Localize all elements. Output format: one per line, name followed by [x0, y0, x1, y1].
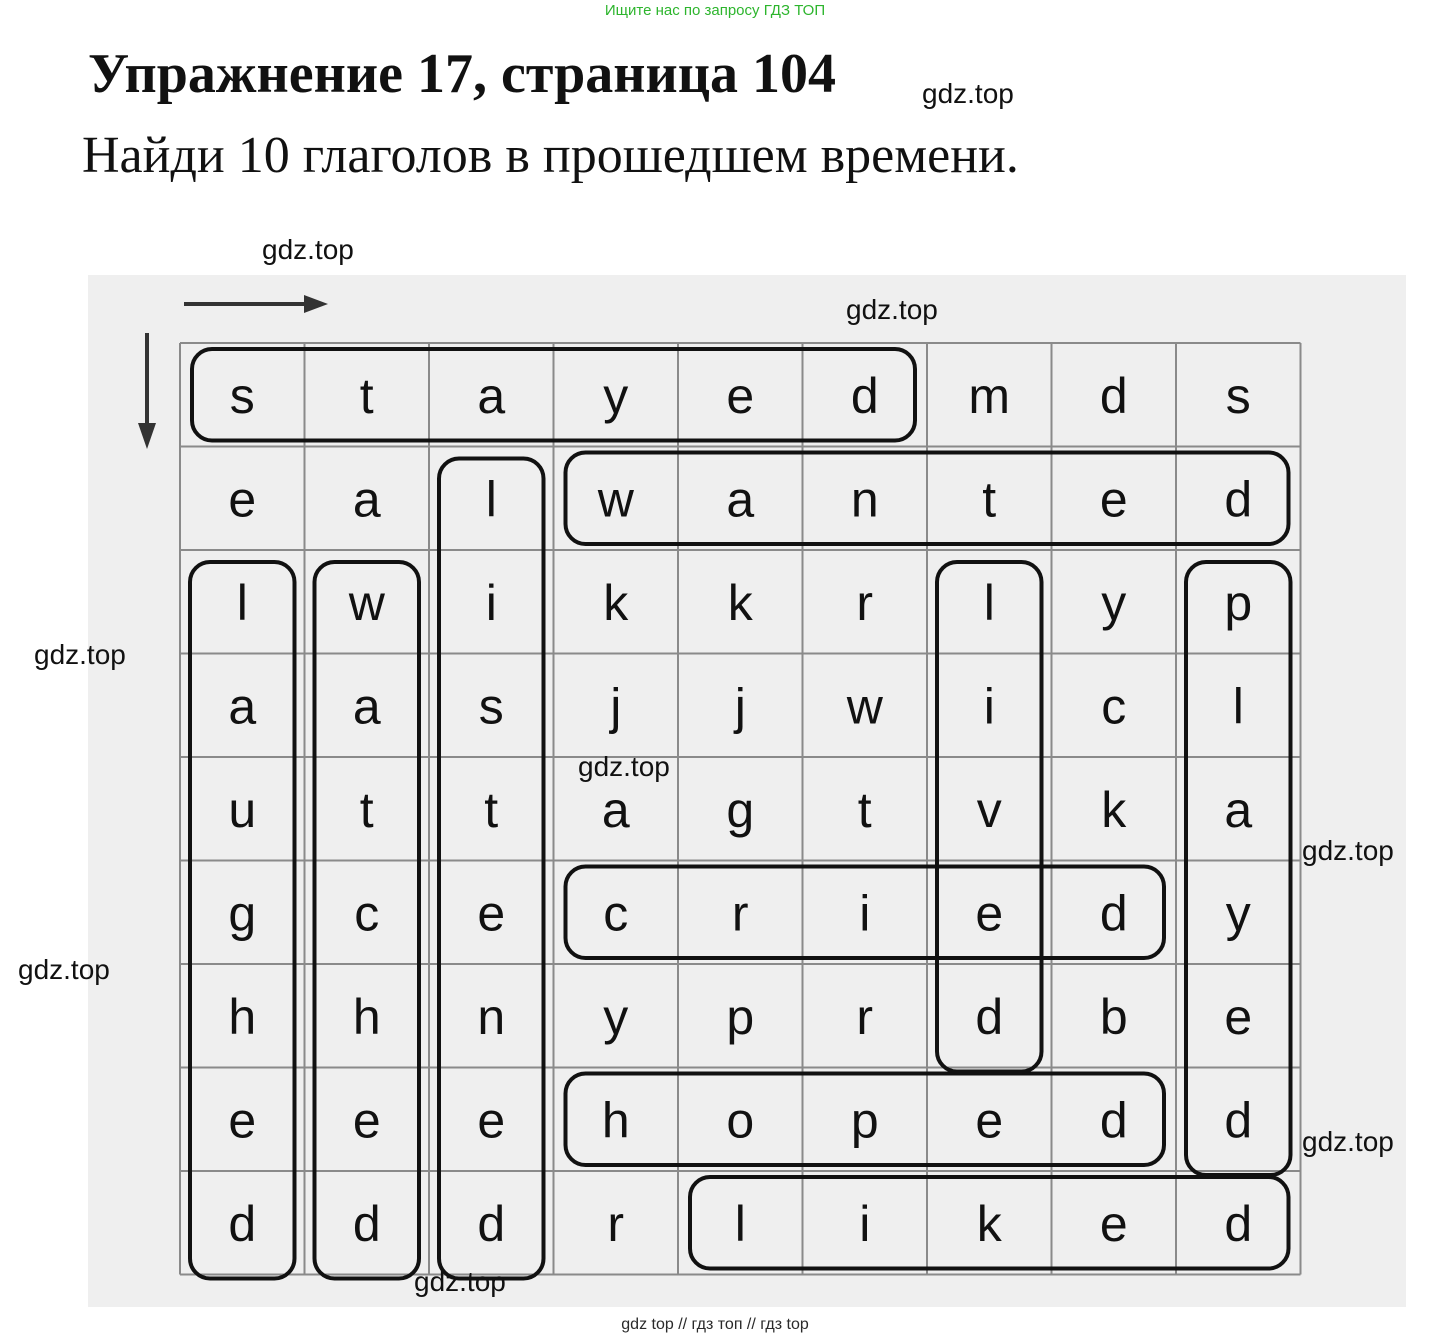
- word-search-puzzle: [88, 275, 1406, 1307]
- grid-letter: g: [228, 885, 257, 942]
- grid-letter: r: [731, 885, 749, 942]
- grid-letter: e: [1099, 1195, 1128, 1252]
- watermark: gdz.top: [262, 234, 354, 265]
- grid-letter: d: [1224, 1195, 1253, 1252]
- grid-letter: a: [1224, 781, 1253, 838]
- exercise-instruction: Найди 10 глаголов в прошедшем времени.: [82, 127, 1019, 184]
- grid-letter: j: [610, 678, 622, 735]
- grid-letter: e: [477, 1092, 506, 1149]
- grid-letter: n: [477, 988, 506, 1045]
- grid-letter: n: [850, 471, 879, 528]
- grid-letter: a: [228, 678, 257, 735]
- grid-letter: e: [1099, 471, 1128, 528]
- grid-letter: l: [1232, 678, 1244, 735]
- grid-letter: o: [726, 1092, 755, 1149]
- grid-letter: t: [359, 367, 374, 424]
- grid-letter: d: [1224, 1092, 1253, 1149]
- grid-letter: d: [1099, 885, 1128, 942]
- word-search-grid: [88, 275, 1406, 1307]
- grid-letter: k: [1101, 781, 1127, 838]
- grid-letter: p: [726, 988, 755, 1045]
- grid-letter: u: [228, 781, 257, 838]
- watermark: gdz.top: [414, 1266, 506, 1297]
- grid-letter: g: [726, 781, 755, 838]
- grid-letter: d: [1099, 367, 1128, 424]
- grid-letter: s: [229, 367, 255, 424]
- grid-letter: l: [734, 1195, 746, 1252]
- grid-letter: r: [856, 574, 874, 631]
- grid-letter: y: [603, 367, 629, 424]
- exercise-title: Упражнение 17, страница 104: [88, 43, 837, 105]
- grid-letter: e: [352, 1092, 381, 1149]
- grid-letter: y: [1225, 885, 1251, 942]
- grid-letter: h: [228, 988, 257, 1045]
- grid-letter: p: [850, 1092, 879, 1149]
- grid-letter: e: [228, 1092, 257, 1149]
- watermark: gdz.top: [846, 294, 938, 325]
- grid-letter: c: [1101, 678, 1127, 735]
- grid-letter: l: [485, 471, 497, 528]
- grid-letter: c: [603, 885, 629, 942]
- grid-letter: d: [352, 1195, 381, 1252]
- grid-letter: i: [859, 1195, 871, 1252]
- grid-letter: e: [726, 367, 755, 424]
- grid-letter: y: [1101, 574, 1127, 631]
- grid-letter: c: [354, 885, 380, 942]
- header-link[interactable]: Ищите нас по запросу ГДЗ ТОП: [604, 2, 826, 19]
- grid-letter: i: [485, 574, 497, 631]
- grid-letter: v: [976, 781, 1002, 838]
- grid-letter: d: [1224, 471, 1253, 528]
- grid-letter: m: [968, 367, 1011, 424]
- grid-letter: e: [228, 471, 257, 528]
- grid-letter: d: [477, 1195, 506, 1252]
- grid-letter: h: [352, 988, 381, 1045]
- watermark: gdz.top: [922, 78, 1014, 109]
- grid-letter: w: [348, 574, 385, 631]
- grid-letter: k: [976, 1195, 1002, 1252]
- grid-letter: e: [1224, 988, 1253, 1045]
- grid-letter: d: [1099, 1092, 1128, 1149]
- grid-letter: k: [727, 574, 753, 631]
- grid-letter: d: [228, 1195, 257, 1252]
- grid-letter: y: [603, 988, 629, 1045]
- grid-letter: a: [601, 781, 630, 838]
- footer-link[interactable]: gdz top // гдз топ // гдз top: [621, 1316, 809, 1333]
- grid-letter: w: [597, 471, 634, 528]
- watermark: gdz.top: [34, 639, 126, 670]
- grid-letter: a: [352, 678, 381, 735]
- grid-letter: a: [352, 471, 381, 528]
- watermark: gdz.top: [1302, 835, 1394, 866]
- grid-letter: l: [983, 574, 995, 631]
- grid-letter: e: [975, 1092, 1004, 1149]
- grid-letter: t: [982, 471, 997, 528]
- grid-letter: d: [975, 988, 1004, 1045]
- arrow-right-icon: [184, 295, 328, 313]
- grid-letter: p: [1224, 574, 1253, 631]
- grid-letter: r: [607, 1195, 625, 1252]
- grid-letter: l: [236, 574, 248, 631]
- grid-letter: t: [484, 781, 499, 838]
- grid-letter: e: [477, 885, 506, 942]
- grid-letter: i: [859, 885, 871, 942]
- grid-letter: s: [1225, 367, 1251, 424]
- grid-letter: t: [359, 781, 374, 838]
- grid-letter: i: [983, 678, 995, 735]
- grid-letter: e: [975, 885, 1004, 942]
- grid-letter: h: [601, 1092, 630, 1149]
- grid-letter: s: [478, 678, 504, 735]
- grid-letter: a: [477, 367, 506, 424]
- grid-letter: j: [734, 678, 746, 735]
- grid-letters: [228, 368, 1252, 1252]
- arrow-down-icon: [138, 333, 156, 449]
- grid-letter: t: [857, 781, 872, 838]
- grid-letter: w: [846, 678, 883, 735]
- grid-letter: k: [603, 574, 629, 631]
- grid-letter: b: [1099, 988, 1128, 1045]
- watermark: gdz.top: [578, 751, 670, 782]
- grid-letter: d: [850, 367, 879, 424]
- grid-letter: r: [856, 988, 874, 1045]
- watermark: gdz.top: [18, 954, 110, 985]
- watermark: gdz.top: [1302, 1126, 1394, 1157]
- grid-letter: a: [726, 471, 755, 528]
